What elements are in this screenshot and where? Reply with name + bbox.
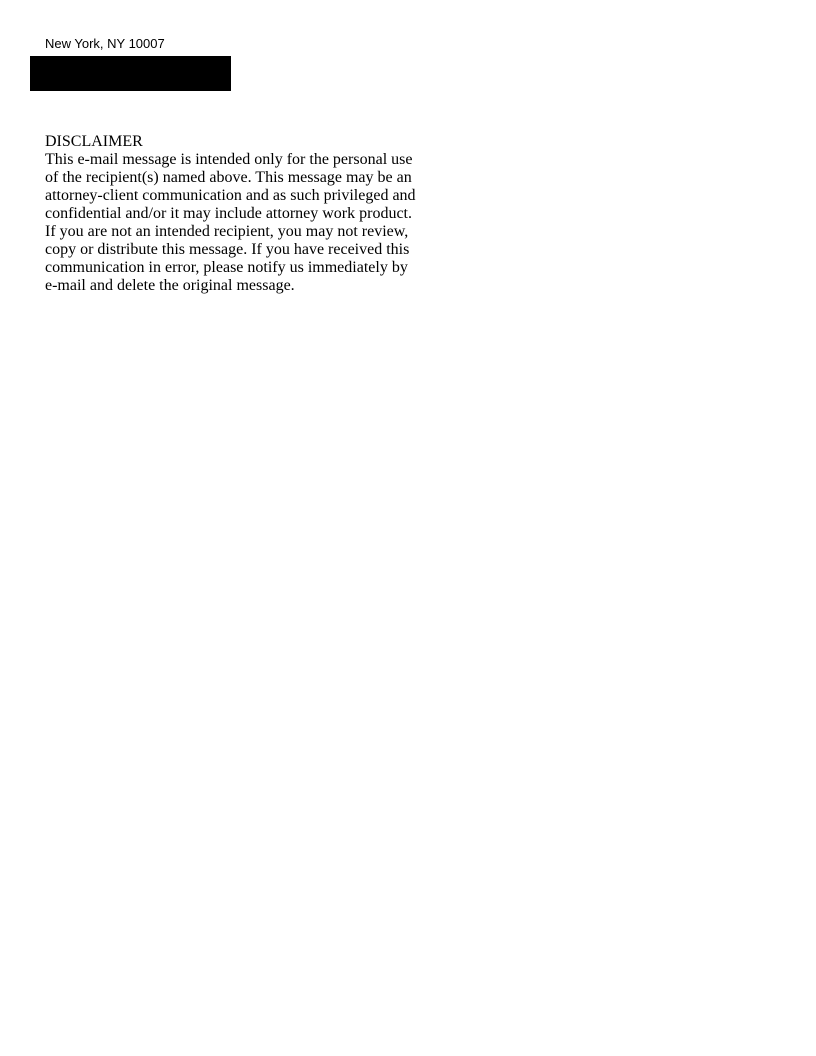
redaction-box <box>30 56 231 91</box>
disclaimer-line: This e-mail message is intended only for the personal use <box>45 151 413 168</box>
disclaimer-line: of the recipient(s) named above. This message may be an <box>45 169 412 186</box>
disclaimer-line: e-mail and delete the original message. <box>45 277 295 294</box>
disclaimer-section <box>45 133 425 295</box>
disclaimer-line: attorney-client communication and as such privileged and <box>45 187 416 204</box>
disclaimer-line: communication in error, please notify us immediately by <box>45 259 408 276</box>
address-city-line: New York, NY 10007 <box>45 36 165 51</box>
disclaimer-line: If you are not an intended recipient, you may not review, <box>45 223 409 240</box>
disclaimer-line: confidential and/or it may include attorney work product. <box>45 205 412 222</box>
disclaimer-heading: DISCLAIMER <box>45 133 143 150</box>
address-block <box>45 37 165 51</box>
disclaimer-line: copy or distribute this message. If you have received this <box>45 241 410 258</box>
